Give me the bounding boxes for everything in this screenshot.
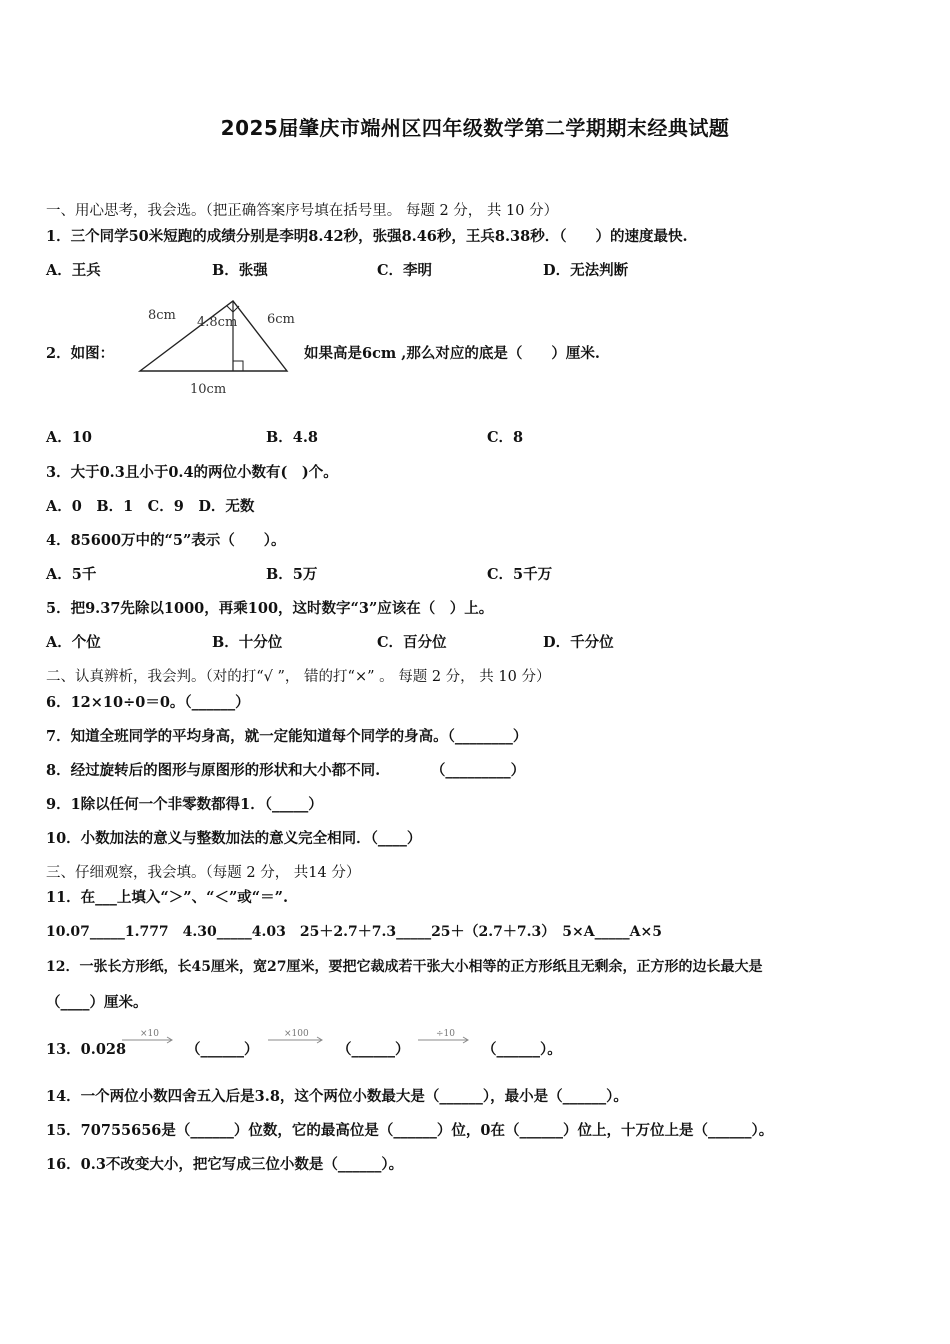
q13-blank-3: （______）。 [482,1041,562,1058]
q5-option-a: A．个位 [46,634,101,651]
arrow-label-times-100: ×100 [284,1029,309,1039]
question-11: 11．在___上填入“＞”、“＜”或“＝”. [46,889,289,906]
q1-option-a: A．王兵 [46,262,101,279]
q5-option-d: D．千分位 [543,634,614,651]
label-height: 4.8cm [197,315,238,330]
arrow-divide-10 [416,1026,472,1048]
q13-blank-1: （______） [186,1041,259,1058]
q2-option-c: C．8 [487,429,524,446]
question-14: 14．一个两位小数四舍五入后是3.8，这个两位小数最大是（______），最小是（______）。 [46,1088,628,1105]
q3-options: A．0 B．1 C．9 D．无数 [46,498,255,515]
q5-option-c: C．百分位 [377,634,447,651]
label-right-side: 6cm [267,312,295,327]
q13-blank-2: （______） [337,1041,410,1058]
section-3-heading: 三、仔细观察，我会填。（每题 2 分， 共14 分） [46,865,361,881]
arrow-times-10 [120,1026,176,1048]
page-title: 2025届肇庆市端州区四年级数学第二学期期末经典试题 [220,116,730,140]
question-2-text: 如果高是6cm ,那么对应的底是（ ）厘米. [304,345,600,362]
q4-option-c: C．5千万 [487,566,553,583]
q2-option-b: B．4.8 [266,429,318,446]
q1-option-b: B．张强 [212,262,268,279]
question-16: 16．0.3不改变大小，把它写成三位小数是（______）。 [46,1156,404,1173]
arrow-times-100 [266,1026,326,1048]
label-base: 10cm [190,382,227,397]
question-12-line-1: 12．一张长方形纸，长45厘米，宽27厘米，要把它裁成若干张大小相等的正方形纸且无剩余，正方形的边长最大是 [46,959,763,975]
q1-option-c: C．李明 [377,262,433,279]
question-1: 1．三个同学50米短跑的成绩分别是李明8.42秒，张强8.46秒，王兵8.38秒．（ ）的速度最快. [46,228,688,245]
question-13-start: 13．0.028 [46,1041,127,1058]
question-2-prefix: 2．如图： [46,345,115,362]
label-left-side: 8cm [148,308,176,323]
section-1-heading: 一、用心思考，我会选。（把正确答案序号填在括号里。 每题 2 分， 共 10 分） [46,203,559,219]
q1-option-d: D．无法判断 [543,262,629,279]
question-5: 5．把9.37先除以1000，再乘100，这时数字“3”应该在（ ）上。 [46,600,494,617]
question-8: 8．经过旋转后的图形与原图形的形状和大小都不同. （_________） [46,762,526,779]
arrow-label-divide-10: ÷10 [436,1029,455,1039]
q4-option-b: B．5万 [266,566,318,583]
section-2-heading: 二、认真辨析，我会判。（对的打“√ ”， 错的打“×” 。 每题 2 分， 共 10 分） [46,669,551,685]
question-10: 10．小数加法的意义与整数加法的意义完全相同．（____） [46,830,422,847]
question-7: 7．知道全班同学的平均身高，就一定能知道每个同学的身高。（________） [46,728,528,745]
q4-option-a: A．5千 [46,566,97,583]
question-12-line-2: （____）厘米。 [46,994,148,1011]
base-right-angle-mark [233,361,243,371]
q11-comparisons: 10.07_____1.777 4.30_____4.03 25＋2.7＋7.3_____25＋（2.7＋7.3） 5×A_____A×5 [46,924,662,940]
q5-option-b: B．十分位 [212,634,283,651]
question-3: 3．大于0.3且小于0.4的两位小数有( )个。 [46,464,338,481]
question-4: 4．85600万中的“5”表示（ ）。 [46,532,286,549]
question-6: 6．12×10÷0＝0。（______） [46,694,250,711]
q2-option-a: A．10 [46,429,92,446]
question-15: 15．70755656是（______）位数，它的最高位是（______）位，0在（______）位上，十万位上是（______）。 [46,1122,774,1139]
question-9: 9．1除以任何一个非零数都得1．（_____） [46,796,323,813]
right-triangle-figure [130,296,305,401]
arrow-label-times-10: ×10 [140,1029,159,1039]
